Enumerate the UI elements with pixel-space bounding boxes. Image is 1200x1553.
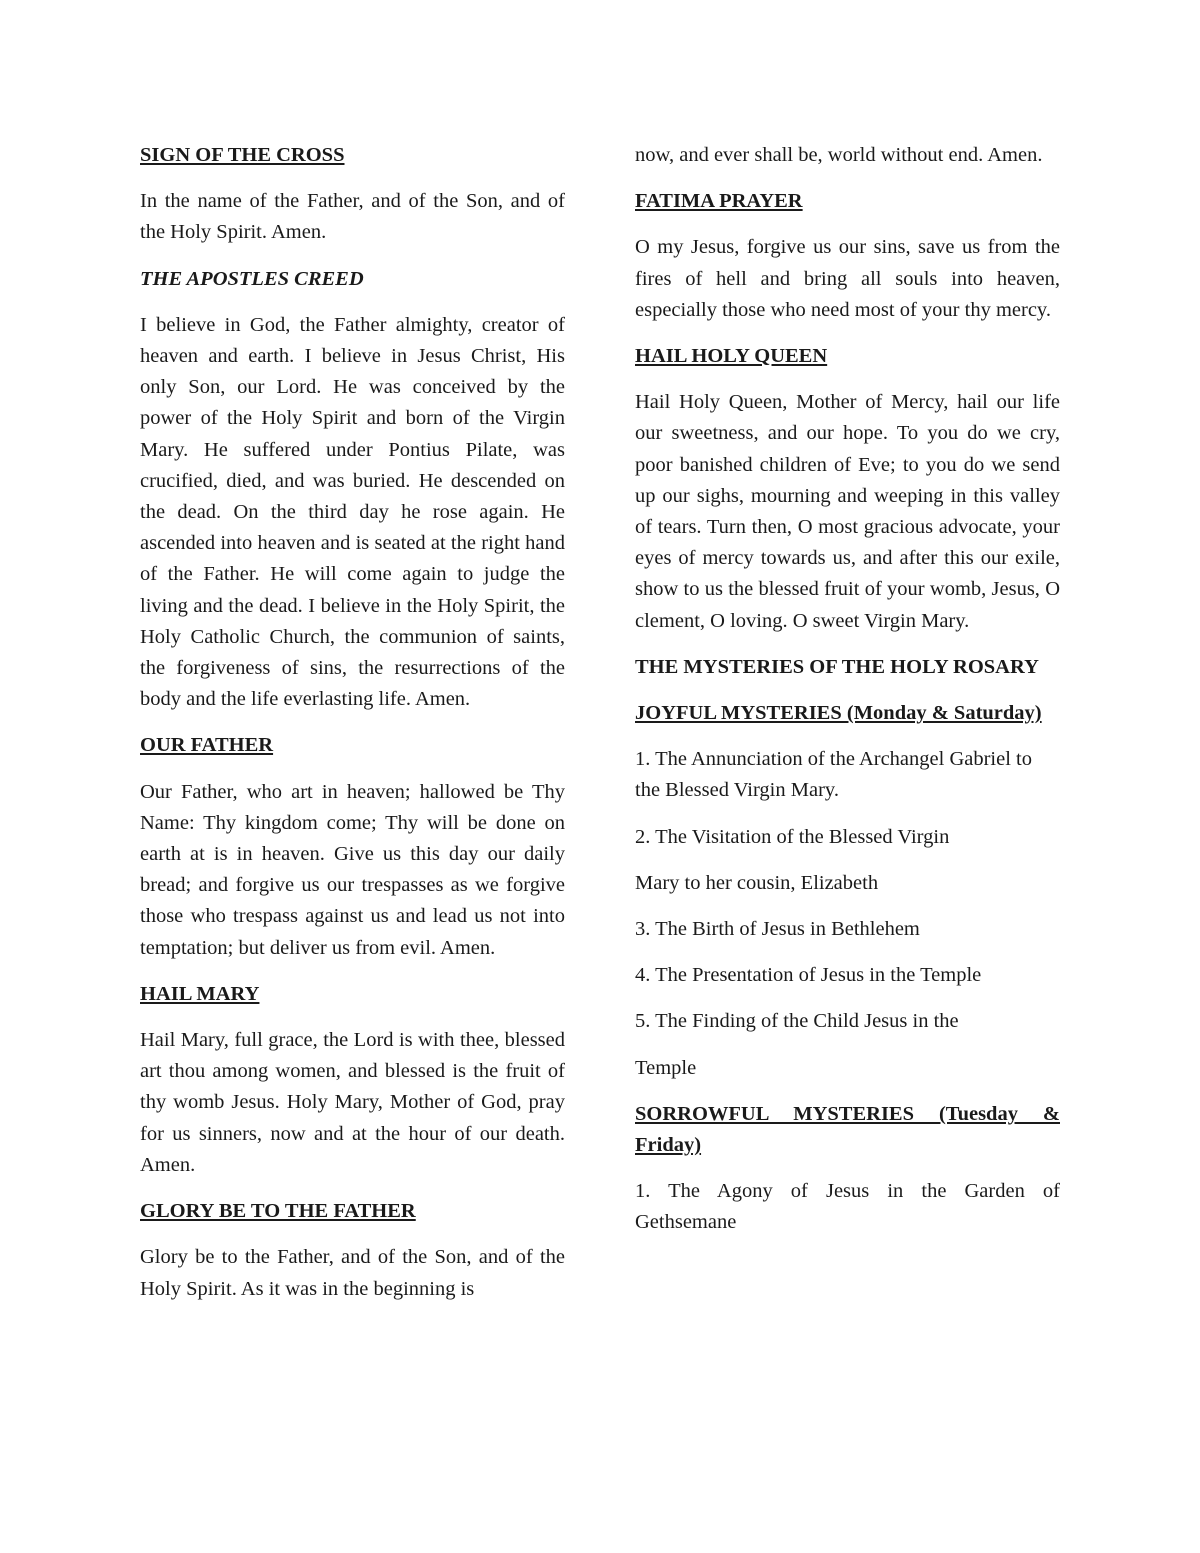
list-item: 5. The Finding of the Child Jesus in the xyxy=(635,1010,959,1033)
list-item: Mary to her cousin, Elizabeth xyxy=(635,871,879,894)
text-our-father: Our Father, who art in heaven; hallowed be Thy Name: Thy kingdom come; Thy will be done on earth at is in heaven. Give us this day our daily bread; and forgive us our trespasses as we forgive those who trespass against us and lead us not into temptation; but deliver us from evil. Amen. xyxy=(140,780,565,959)
text-hail-mary: Hail Mary, full grace, the Lord is with thee, blessed art thou among women, and blessed is the fruit of thy womb Jesus. Holy Mary, Mother of God, pray for us sinners, now and at the hour of our death. Amen. xyxy=(140,1029,565,1176)
text-sign-of-the-cross: In the name of the Father, and of the Son, and of the Holy Spirit. Amen. xyxy=(140,190,565,244)
heading-fatima-prayer: FATIMA PRAYER xyxy=(635,190,803,213)
heading-our-father: OUR FATHER xyxy=(140,734,274,757)
list-item: Temple xyxy=(635,1056,697,1079)
text-hail-holy-queen: Hail Holy Queen, Mother of Mercy, hail our life our sweetness, and our hope. To you do we cry, poor banished children of Eve; to you do we send up our sighs, mourning and weeping in this valley of tears. Turn then, O most gracious advocate, your eyes of mercy towards us, and after this our exile, show to us the blessed fruit of your womb, Jesus, O clement, O loving. O sweet Virgin Mary. xyxy=(635,391,1060,632)
list-item: 2. The Visitation of the Blessed Virgin xyxy=(635,825,950,848)
heading-joyful-mysteries: JOYFUL MYSTERIES (Monday & Saturday) xyxy=(635,702,1042,725)
heading-sorrowful-mysteries: SORROWFUL MYSTERIES (Tuesday & Friday) xyxy=(635,1102,1060,1157)
text-fatima-prayer: O my Jesus, forgive us our sins, save us from the fires of hell and bring all souls into heaven, especially those who need most of your thy mercy. xyxy=(635,236,1060,321)
heading-apostles-creed: THE APOSTLES CREED xyxy=(140,267,364,290)
list-item: 4. The Presentation of Jesus in the Temple xyxy=(635,964,982,987)
text-glory-be: Glory be to the Father, and of the Son, and of the Holy Spirit. As it was in the beginning is xyxy=(140,1246,565,1300)
heading-mysteries-of-rosary: THE MYSTERIES OF THE HOLY ROSARY xyxy=(635,655,1039,678)
list-item: 1. The Annunciation of the Archangel Gabriel to the Blessed Virgin Mary. xyxy=(635,748,1032,802)
heading-hail-holy-queen: HAIL HOLY QUEEN xyxy=(635,345,828,368)
heading-sign-of-the-cross: SIGN OF THE CROSS xyxy=(140,144,345,166)
left-column xyxy=(140,140,565,1320)
heading-hail-mary: HAIL MARY xyxy=(140,982,260,1005)
right-column xyxy=(635,140,1060,1254)
list-item: 3. The Birth of Jesus in Bethlehem xyxy=(635,918,920,941)
text-apostles-creed: I believe in God, the Father almighty, creator of heaven and earth. I believe in Jesus Christ, His only Son, our Lord. He was conceived by the power of the Holy Spirit and born of the Virgin Mary. He suffered under Pontius Pilate, was crucified, died, and was buried. He descended on the dead. On the third day he rose again. He ascended into heaven and is seated at the right hand of the Father. He will come again to judge the living and the dead. I believe in the Holy Spirit, the Holy Catholic Church, the communion of saints, the forgiveness of sins, the resurrections of the body and the life everlasting life. Amen. xyxy=(140,313,565,711)
text-glory-be-continued: now, and ever shall be, world without end. Amen. xyxy=(635,144,1043,166)
list-item: 1. The Agony of Jesus in the Garden of Gethsemane xyxy=(635,1180,1060,1234)
heading-glory-be: GLORY BE TO THE FATHER xyxy=(140,1200,416,1223)
